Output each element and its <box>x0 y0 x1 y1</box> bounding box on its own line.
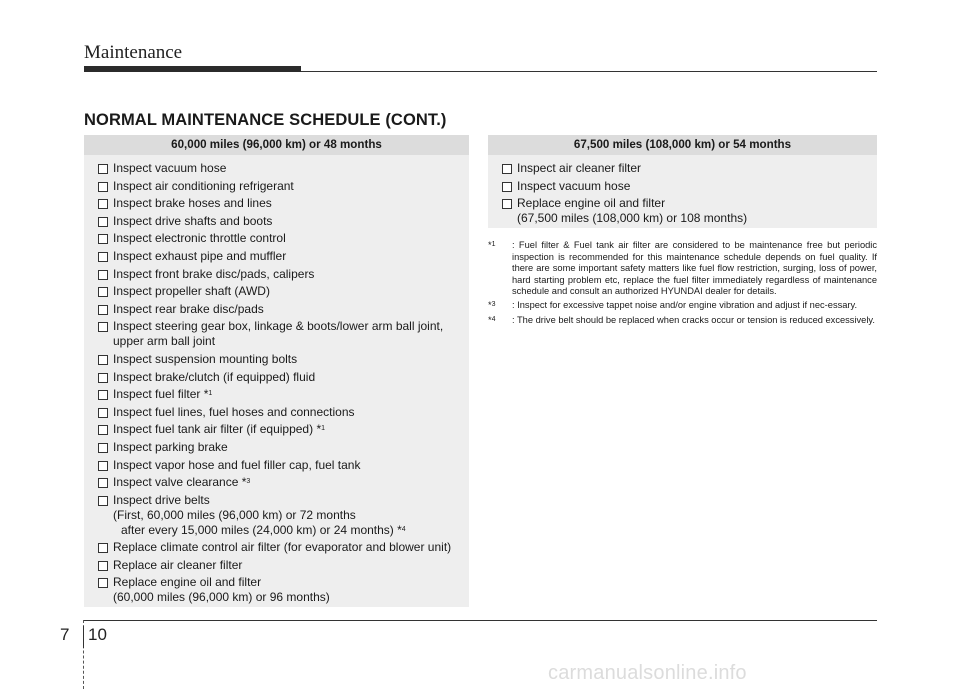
item-line: Inspect electronic throttle control <box>113 231 286 246</box>
item-line: Inspect front brake disc/pads, calipers <box>113 266 315 281</box>
checkbox-icon <box>98 270 108 280</box>
footnote-asterisk: * <box>488 240 492 250</box>
checklist-item-text <box>113 319 469 349</box>
checklist-item <box>98 422 469 437</box>
checklist-item-text <box>113 179 469 194</box>
item-line: Inspect drive belts <box>113 492 210 507</box>
footnote-number: 3 <box>491 301 496 309</box>
page-number: 10 <box>88 625 107 644</box>
footnotes <box>488 240 877 329</box>
checklist-item <box>98 405 469 420</box>
item-line: Replace climate control air filter (for evaporator and blower unit) <box>113 540 452 555</box>
footnote <box>488 300 877 312</box>
page-title: NORMAL MAINTENANCE SCHEDULE (CONT.) <box>84 111 447 129</box>
checkbox-icon <box>98 199 108 209</box>
checklist-item <box>98 440 469 455</box>
item-subline: (First, 60,000 miles (96,000 km) or 72 months <box>113 507 356 522</box>
checkbox-icon <box>98 461 108 471</box>
footnote-number: 4 <box>491 315 496 323</box>
item-line: Inspect vacuum hose <box>113 161 227 175</box>
checkbox-icon <box>98 478 108 488</box>
checklist-item <box>98 249 469 264</box>
checklist-item-text <box>113 458 469 473</box>
checklist-item-text <box>113 267 469 282</box>
checklist-item-text <box>113 284 469 299</box>
checklist-item-text <box>113 475 469 490</box>
checklist-item <box>98 302 469 317</box>
checkbox-icon <box>98 390 108 400</box>
checklist-item-text <box>113 352 469 367</box>
footnote-marker <box>488 300 512 312</box>
checklist-item <box>98 352 469 367</box>
checkbox-icon <box>502 164 512 174</box>
item-subline-text: after every 15,000 miles (24,000 km) or 24 months) * <box>121 522 402 537</box>
item-line: Inspect exhaust pipe and muffler <box>113 248 287 263</box>
checklist-item <box>98 558 469 573</box>
item-subline <box>113 523 469 538</box>
item-line: Replace engine oil and filter <box>517 196 666 211</box>
checklist-item-text <box>113 558 469 573</box>
footnote-asterisk: * <box>488 300 492 311</box>
item-line: Inspect air cleaner filter <box>517 161 642 175</box>
checklist-item <box>502 196 877 226</box>
item-line: Replace engine oil and filter <box>113 575 262 590</box>
checklist-item <box>98 214 469 229</box>
checkbox-icon <box>98 182 108 192</box>
right-panel-heading: 67,500 miles (108,000 km) or 54 months <box>488 135 877 155</box>
footnote-number: 1 <box>491 241 496 248</box>
checkbox-icon <box>98 443 108 453</box>
checklist-item-text <box>113 196 469 211</box>
checkbox-icon <box>98 252 108 262</box>
checkbox-icon <box>98 217 108 227</box>
footnote-marker <box>488 240 512 298</box>
item-line: Inspect vapor hose and fuel filler cap, fuel tank <box>113 457 361 472</box>
checklist-item-text <box>517 196 877 226</box>
checkbox-icon <box>98 322 108 332</box>
checklist-item-text <box>113 575 469 605</box>
item-line: Inspect fuel lines, fuel hoses and connections <box>113 404 355 419</box>
footnote-text: : Inspect for excessive tappet noise and/or engine vibration and adjust if nec-essary. <box>512 300 858 311</box>
footer-rule <box>84 620 877 621</box>
item-line: Inspect parking brake <box>113 439 228 454</box>
footnote-asterisk: * <box>488 314 492 325</box>
item-line: Inspect air conditioning refrigerant <box>113 178 294 193</box>
section-header: Maintenance <box>84 42 183 63</box>
item-line: Inspect drive shafts and boots <box>113 213 273 228</box>
checklist-item-text <box>113 231 469 246</box>
checklist-item-text <box>113 214 469 229</box>
watermark: carmanualsonline.info <box>548 662 747 684</box>
checklist-item <box>502 161 877 176</box>
checkbox-icon <box>98 164 108 174</box>
checkbox-icon <box>98 561 108 571</box>
checklist-item-text <box>113 405 469 420</box>
footer-separator <box>83 626 84 648</box>
checklist-item <box>98 179 469 194</box>
checklist-item <box>98 493 469 538</box>
checklist-item <box>98 475 469 490</box>
footnote-text: : Fuel filter & Fuel tank air filter are considered to be maintenance free but periodic inspection is recommended for this maintenance schedule depends on fuel quality. If there are some important safety matters like fuel flow restriction, surging, loss of power, hard starting problem etc, replace the fuel filter immediately regardless of maintenance schedule and consult an authorized HYUNDAI dealer for details. <box>512 240 877 297</box>
item-line: Inspect propeller shaft (AWD) <box>113 284 270 299</box>
footnote-ref: 3 <box>246 478 251 486</box>
checklist-item-text <box>517 161 877 176</box>
item-line: Inspect suspension mounting bolts <box>113 351 298 366</box>
checklist-item-text <box>113 440 469 455</box>
checklist-item-text <box>517 179 877 194</box>
checklist-item <box>98 267 469 282</box>
item-line: Inspect steering gear box, linkage & boots/lower arm ball joint, <box>113 319 444 334</box>
footnote <box>488 240 877 298</box>
checkbox-icon <box>98 578 108 588</box>
item-subline: upper arm ball joint <box>113 334 216 349</box>
checkbox-icon <box>98 373 108 383</box>
checklist-item <box>98 458 469 473</box>
checkbox-icon <box>98 305 108 315</box>
checkbox-icon <box>98 543 108 553</box>
footnote-ref: 1 <box>321 425 326 433</box>
checklist-item-text <box>113 540 469 555</box>
checklist-item <box>502 179 877 194</box>
left-panel-list <box>84 155 469 607</box>
checkbox-icon <box>98 408 108 418</box>
item-line: Inspect fuel tank air filter (if equipped) * <box>113 422 322 437</box>
checklist-item <box>98 370 469 385</box>
item-line: Inspect brake hoses and lines <box>113 196 272 211</box>
checklist-item <box>98 575 469 605</box>
checklist-item <box>98 196 469 211</box>
item-subline: (60,000 miles (96,000 km) or 96 months) <box>113 590 330 605</box>
footnote-ref: 1 <box>208 390 213 398</box>
item-line: Inspect vacuum hose <box>517 178 631 193</box>
header-rule <box>301 71 877 72</box>
footnote-text: : The drive belt should be replaced when cracks occur or tension is reduced excessively. <box>512 314 875 325</box>
checkbox-icon <box>502 199 512 209</box>
checkbox-icon <box>98 234 108 244</box>
checklist-item-text <box>113 249 469 264</box>
checklist-item <box>98 319 469 349</box>
checklist-item-text <box>113 422 469 437</box>
checklist-item <box>98 161 469 176</box>
item-line: Replace air cleaner filter <box>113 557 243 572</box>
checklist-item-text <box>113 493 469 538</box>
item-line: Inspect valve clearance * <box>113 475 247 490</box>
item-line: Inspect fuel filter * <box>113 387 209 402</box>
checklist-item-text <box>113 161 469 176</box>
checkbox-icon <box>502 182 512 192</box>
item-subline: (67,500 miles (108,000 km) or 108 months) <box>517 211 748 226</box>
item-line: Inspect rear brake disc/pads <box>113 301 264 316</box>
checklist-item <box>98 387 469 402</box>
checkbox-icon <box>98 287 108 297</box>
footnote-ref: 4 <box>401 525 406 533</box>
left-panel-heading: 60,000 miles (96,000 km) or 48 months <box>84 135 469 155</box>
footnote <box>488 315 877 327</box>
checklist-item-text <box>113 387 469 402</box>
checklist-item <box>98 231 469 246</box>
checkbox-icon <box>98 425 108 435</box>
checklist-item-text <box>113 370 469 385</box>
right-panel-list <box>488 155 877 228</box>
header-bar-dark <box>84 66 301 72</box>
checklist-item <box>98 284 469 299</box>
checkbox-icon <box>98 355 108 365</box>
footnote-marker <box>488 315 512 327</box>
checkbox-icon <box>98 496 108 506</box>
checklist-item-text <box>113 302 469 317</box>
item-line: Inspect brake/clutch (if equipped) fluid <box>113 369 316 384</box>
checklist-item <box>98 540 469 555</box>
chapter-number: 7 <box>60 625 70 644</box>
